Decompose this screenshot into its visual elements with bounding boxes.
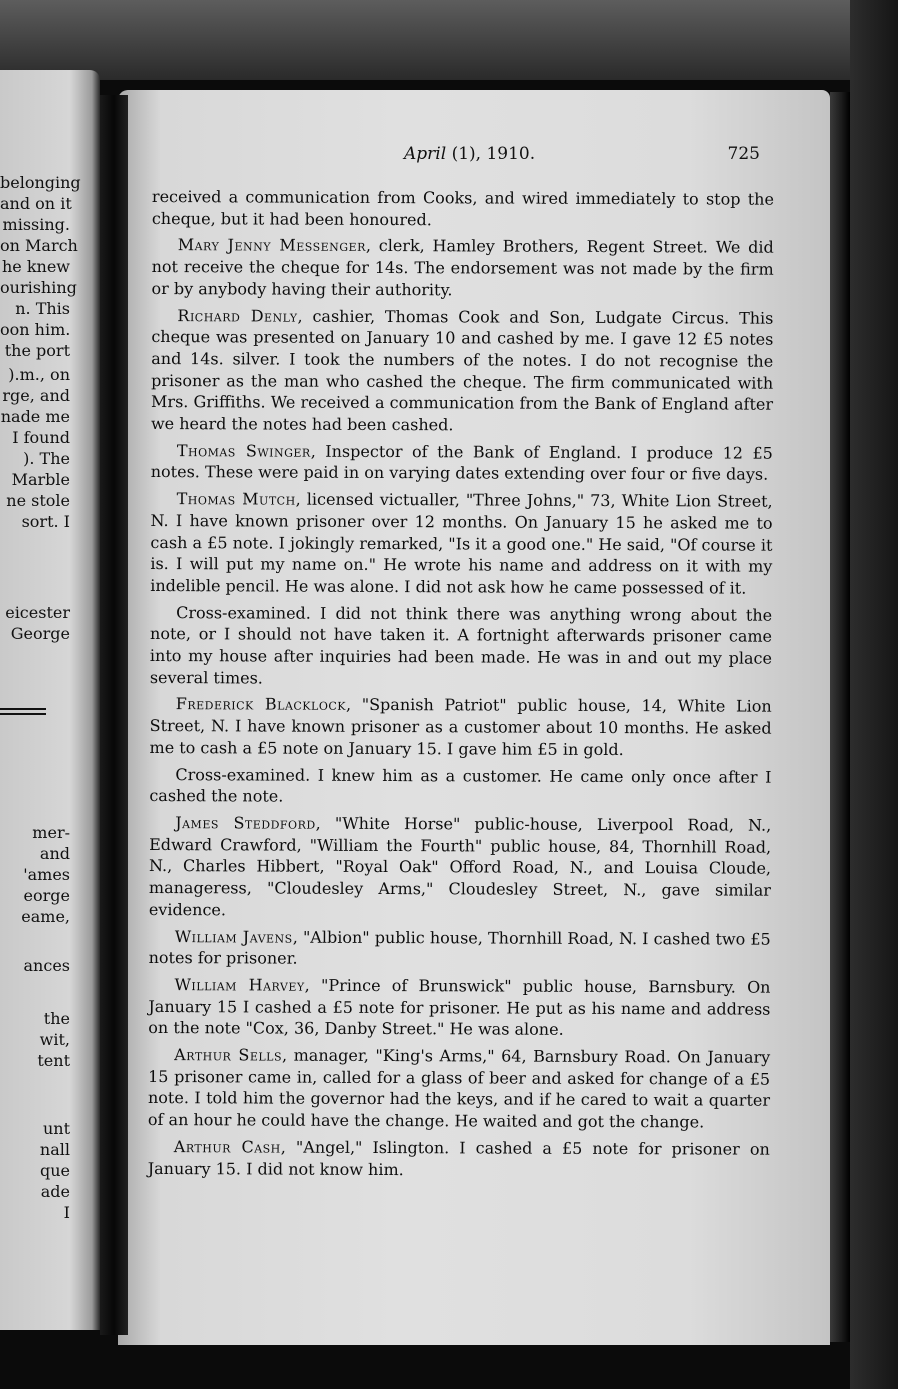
page-body bbox=[148, 186, 774, 1187]
witness-name: Mary Jenny Messenger bbox=[177, 235, 366, 256]
testimony-paragraph bbox=[152, 234, 774, 302]
left-page-fragment: mer- bbox=[32, 823, 70, 842]
paragraph-text: , Inspector of the Bank of England. I produce 12 £5 notes. These were paid in on varying dates extending over four or five days. bbox=[150, 441, 773, 485]
header-date bbox=[404, 144, 535, 164]
left-page-fragment: the port bbox=[4, 341, 70, 360]
witness-name: Frederick Blacklock bbox=[175, 694, 347, 715]
header-date-rest: (1), 1910. bbox=[446, 144, 536, 164]
left-page-fragment: unt bbox=[42, 1119, 70, 1138]
paragraph-text: , manager, "King's Arms," 64, Barnsbury Road. On January 15 prisoner came in, called for a glass of beer and asked for change of a £5 note. I told him the governor had the keys, and if he cared to wait a quarter of an hour he could have the change. He waited and got the change. bbox=[147, 1045, 771, 1132]
left-page-fragment: wit, bbox=[39, 1030, 70, 1049]
paragraph-text: , clerk, Hamley Brothers, Regent Street. We did not receive the cheque for 14s. The endorsement was not made by the firm or by anybody having their authority. bbox=[151, 236, 774, 300]
left-page-fragment: I bbox=[63, 1203, 70, 1222]
testimony-paragraph bbox=[148, 974, 770, 1042]
left-page-fragment: ).m., on bbox=[8, 365, 70, 384]
testimony-paragraph bbox=[151, 440, 773, 486]
witness-name: James Steddford bbox=[175, 813, 316, 833]
left-page-rule bbox=[0, 713, 46, 715]
left-page-fragment: on March bbox=[0, 236, 78, 255]
left-page-rule bbox=[0, 708, 46, 710]
page-edge bbox=[830, 92, 850, 1342]
witness-name: Richard Denly bbox=[177, 305, 298, 326]
left-page-fragment: Marble bbox=[11, 470, 70, 489]
left-page-fragment: and on it bbox=[0, 194, 72, 213]
paragraph-text: received a communication from Cooks, and wired immediately to stop the cheque, but it had been honoured. bbox=[151, 186, 774, 229]
witness-name: Thomas Swinger bbox=[176, 440, 311, 461]
witness-name: William Harvey bbox=[174, 975, 305, 995]
testimony-paragraph bbox=[150, 602, 772, 692]
left-page-fragment: and bbox=[39, 844, 70, 863]
testimony-paragraph bbox=[148, 1136, 770, 1182]
paragraph-text: Cross-examined. I did not think there was anything wrong about the note, or I should not have taken it. A fortnight afterwards prisoner came into my house after inquiries had been made. He was in and out my place several times. bbox=[149, 602, 773, 688]
testimony-paragraph bbox=[149, 764, 771, 810]
witness-name: Thomas Mutch bbox=[176, 489, 296, 509]
testimony-paragraph bbox=[149, 812, 771, 923]
paragraph-text: , "Spanish Patriot" public house, 14, White Lion Street, N. I have known prisoner as a customer about 10 months. He asked me to cash a £5 note on January 15. I gave him £5 in gold. bbox=[149, 695, 772, 759]
left-page-fragment: n. This bbox=[15, 299, 70, 318]
witness-name: William Javens bbox=[174, 926, 293, 947]
witness-name: Arthur Sells bbox=[174, 1045, 283, 1065]
left-page-fragment: rge, and bbox=[2, 386, 70, 405]
left-page-fragment: missing. bbox=[2, 215, 70, 234]
left-page-fragment: sort. I bbox=[21, 512, 70, 531]
running-header bbox=[160, 144, 760, 170]
paragraph-text: , licensed victualler, "Three Johns," 73, White Lion Street, N. I have known prisoner over 12 months. On January 15 he asked me to cash a £5 note. I jokingly remarked, "Is it a good one." He said, "Of course it is. I will put my name on." He wrote his name and address on it with my indelible pencil. He was alone. I did not ask how he came possessed of it. bbox=[150, 489, 773, 598]
background-top bbox=[0, 0, 898, 80]
paragraph-text: , "Albion" public house, Thornhill Road, N. I cashed two £5 notes for prisoner. bbox=[148, 927, 771, 968]
header-month: April bbox=[404, 144, 447, 164]
left-page-fragment: he knew bbox=[1, 257, 70, 276]
left-page-fragment: belonging bbox=[0, 173, 81, 192]
left-page-fragment: 'ames bbox=[23, 865, 70, 884]
witness-name: Arthur Cash bbox=[173, 1136, 281, 1157]
left-page-fragment: ). The bbox=[23, 449, 70, 468]
left-page-fragment: I found bbox=[12, 428, 70, 447]
left-page-fragment: eorge bbox=[23, 886, 70, 905]
left-page-fragment: George bbox=[10, 624, 70, 643]
left-page-fragment: ourishing bbox=[0, 278, 77, 297]
paragraph-text: , "Prince of Brunswick" public house, Barnsbury. On January 15 I cashed a £5 note for prisoner. He put as his name and address on the note "Cox, 36, Danby Street." He was alone. bbox=[148, 975, 771, 1040]
left-page-fragment: ances bbox=[23, 956, 70, 975]
left-page-fragment: ne stole bbox=[6, 491, 70, 510]
book-gutter bbox=[100, 95, 128, 1335]
left-page-fragment: the bbox=[43, 1009, 70, 1028]
testimony-paragraph bbox=[151, 305, 774, 438]
left-page-fragment: eicester bbox=[5, 603, 70, 622]
paragraph-text: Cross-examined. I knew him as a customer. He came only once after I cashed the note. bbox=[149, 764, 772, 806]
paragraph-text: , cashier, Thomas Cook and Son, Ludgate Circus. This cheque was presented on January 10 and cashed by me. I gave 12 £5 notes and 14s. silver. I took the numbers of the notes. I do not recognise the prisoner as the man who cashed the cheque. The firm communicated with Mrs. Griffiths. We received a communication from the Bank of England after we heard the notes had been cashed. bbox=[150, 306, 774, 435]
left-page-fragment: eame, bbox=[21, 907, 70, 926]
testimony-paragraph bbox=[148, 1044, 770, 1134]
paragraph-text: , "White Horse" public-house, Liverpool Road, N., Edward Crawford, "William the Fourth" public house, 84, Thornhill Road, N., Charles Hibbert, "Royal Oak" Offord Road, N., and Louisa Cloude, manageress, "Cloudesley Arms," Cloudesley Street, N., gave similar evidence. bbox=[148, 813, 772, 920]
left-page-fragment: nall bbox=[39, 1140, 70, 1159]
left-page-fragment: nade me bbox=[0, 407, 70, 426]
testimony-paragraph bbox=[152, 186, 774, 232]
left-page-fragment: tent bbox=[37, 1051, 70, 1070]
left-page-fragment: oon him. bbox=[0, 320, 71, 339]
page-number: 725 bbox=[727, 144, 760, 164]
background-right bbox=[850, 0, 898, 1389]
left-page-fragment: que bbox=[39, 1161, 70, 1180]
testimony-paragraph bbox=[150, 693, 772, 761]
left-page-fragment: ade bbox=[40, 1182, 70, 1201]
paragraph-text: , "Angel," Islington. I cashed a £5 note for prisoner on January 15. I did not know him. bbox=[147, 1137, 770, 1179]
testimony-paragraph bbox=[149, 925, 771, 971]
testimony-paragraph bbox=[150, 488, 772, 599]
